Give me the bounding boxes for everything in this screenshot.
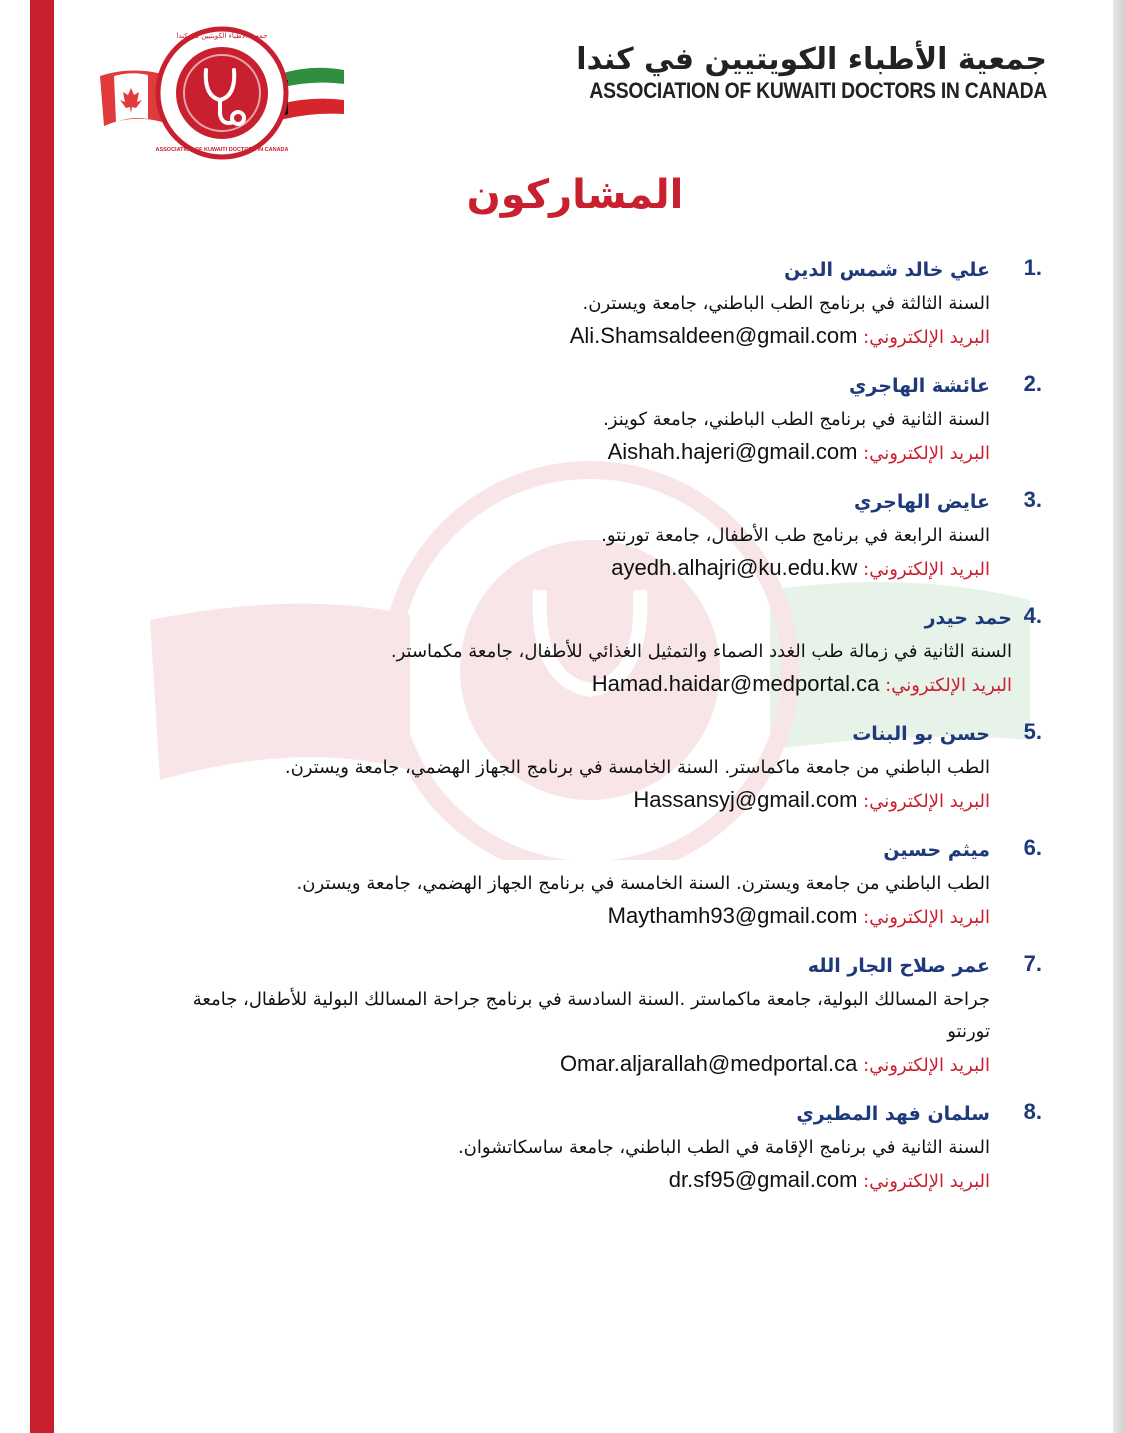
- item-number: 3.: [1023, 487, 1042, 512]
- participant-email[interactable]: Ali.Shamsaldeen@gmail.com: [569, 323, 858, 348]
- participant-description: السنة الثانية في برنامج الإقامة في الطب الباطني، جامعة ساسكاتشوان.: [457, 1137, 990, 1158]
- email-label: البريد الإلكتروني:: [863, 559, 990, 580]
- item-number: 1.: [1023, 255, 1042, 280]
- participant-description: السنة الثانية في زمالة طب الغدد الصماء والتمثيل الغذائي للأطفال، جامعة مكماستر.: [390, 641, 1012, 662]
- list-item: [160, 832, 1042, 948]
- logo-ring-text-en: ASSOCIATION OF KUWAITI DOCTORS IN CANADA: [155, 147, 289, 153]
- org-name-english: ASSOCIATION OF KUWAITI DOCTORS IN CANADA: [589, 78, 1047, 103]
- participant-email[interactable]: ayedh.alhajri@ku.edu.kw: [611, 555, 858, 580]
- participant-description: الطب الباطني من جامعة ماكماستر. السنة الخامسة في برنامج الجهاز الهضمي، جامعة ويسترن.: [284, 757, 990, 778]
- list-item: [160, 716, 1042, 832]
- participant-description: السنة الثالثة في برنامج الطب الباطني، جامعة ويسترن.: [582, 293, 990, 314]
- participant-name: عمر صلاح الجار الله: [807, 955, 990, 977]
- participant-description: السنة الثانية في برنامج الطب الباطني، جامعة كوينز.: [603, 409, 990, 430]
- item-number: 6.: [1023, 835, 1042, 860]
- participant-name: سلمان فهد المطيري: [796, 1103, 990, 1125]
- list-item: [160, 1096, 1042, 1212]
- org-name-arabic: جمعية الأطباء الكويتيين في كندا: [576, 42, 1047, 77]
- participant-description: الطب الباطني من جامعة ويسترن. السنة الخامسة في برنامج الجهاز الهضمي، جامعة ويسترن.: [296, 873, 990, 894]
- list-item: [160, 948, 1042, 1096]
- item-number: 8.: [1023, 1099, 1042, 1124]
- item-number: 7.: [1023, 951, 1042, 976]
- participant-email[interactable]: Hamad.haidar@medportal.ca: [591, 671, 880, 696]
- organization-header: [527, 42, 1047, 104]
- email-label: البريد الإلكتروني:: [863, 1055, 990, 1076]
- participant-email[interactable]: Maythamh93@gmail.com: [607, 903, 858, 928]
- list-item: [160, 252, 1042, 368]
- email-label: البريد الإلكتروني:: [885, 675, 1012, 696]
- participant-email[interactable]: dr.sf95@gmail.com: [668, 1167, 858, 1192]
- participants-list: [160, 252, 1042, 1212]
- page-title: المشاركون: [466, 172, 684, 218]
- email-label: البريد الإلكتروني:: [863, 327, 990, 348]
- participant-email[interactable]: Omar.aljarallah@medportal.ca: [559, 1051, 858, 1076]
- participant-name: عائشة الهاجري: [849, 375, 990, 397]
- email-label: البريد الإلكتروني:: [863, 1171, 990, 1192]
- email-label: البريد الإلكتروني:: [863, 907, 990, 928]
- participant-name: حمد حيدر: [924, 607, 1012, 629]
- association-logo: [92, 18, 352, 168]
- list-item: [160, 600, 1042, 716]
- canada-flag-icon: [100, 70, 162, 126]
- participant-name: حسن بو البنات: [852, 723, 990, 745]
- item-number: 4.: [1023, 603, 1042, 628]
- participant-name: ميثم حسين: [883, 839, 990, 861]
- participant-email[interactable]: Hassansyj@gmail.com: [633, 787, 858, 812]
- logo-ring-text-ar: جمعية الأطباء الكويتيين في كندا: [176, 32, 268, 40]
- participant-name: عايض الهاجري: [853, 491, 990, 513]
- participant-email[interactable]: Aishah.hajeri@gmail.com: [607, 439, 858, 464]
- email-label: البريد الإلكتروني:: [863, 791, 990, 812]
- email-label: البريد الإلكتروني:: [863, 443, 990, 464]
- list-item: [160, 368, 1042, 484]
- item-number: 2.: [1023, 371, 1042, 396]
- participant-description: جراحة المسالك البولية، جامعة ماكماستر .السنة السادسة في برنامج جراحة المسالك البولية للأطفال، جامعة تورنتو: [192, 989, 990, 1042]
- item-number: 5.: [1023, 719, 1042, 744]
- participant-name: علي خالد شمس الدين: [784, 259, 990, 281]
- participant-description: السنة الرابعة في برنامج طب الأطفال، جامعة تورنتو.: [601, 525, 990, 546]
- list-item: [160, 484, 1042, 600]
